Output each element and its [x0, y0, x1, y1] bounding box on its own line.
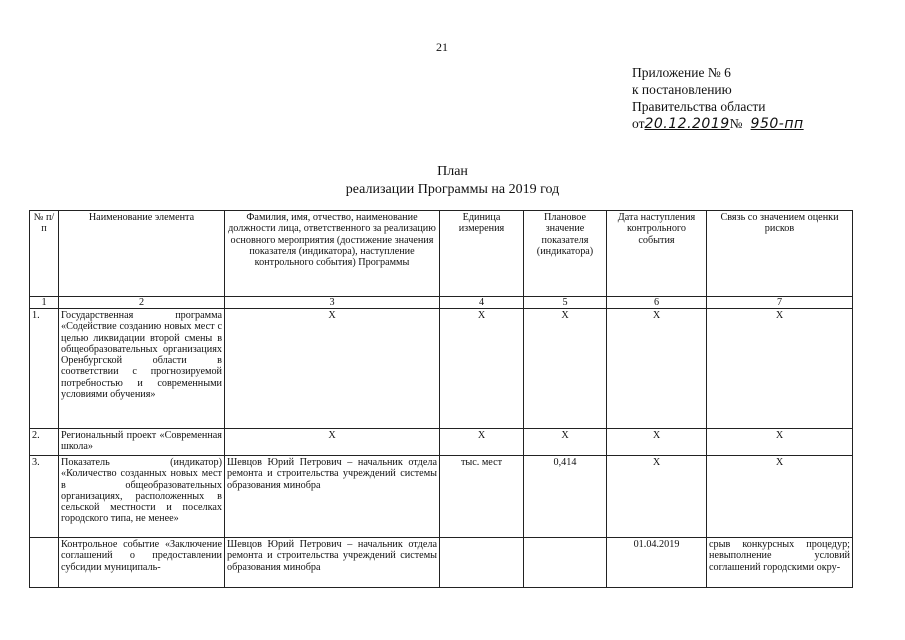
column-number: 2	[59, 297, 225, 309]
column-number: 7	[707, 297, 853, 309]
row-num: 2.	[30, 429, 59, 456]
header-responsible: Фамилия, имя, отчество, наименование должности лица, ответственного за реализацию основного мероприятия (достижение значения показателя (индикатора), наступление контрольного события) Программы	[225, 211, 440, 297]
row-unit: Х	[440, 309, 524, 429]
table-row	[30, 538, 853, 588]
header-num: № п/п	[30, 211, 59, 297]
row-responsible: Х	[225, 429, 440, 456]
header-event-date: Дата наступления контрольного события	[607, 211, 707, 297]
appendix-date-line	[632, 115, 810, 133]
row-risk: Х	[707, 456, 853, 538]
row-num: 3.	[30, 456, 59, 538]
row-num	[30, 538, 59, 588]
row-element-name: Контрольное событие «Заключение соглашений о предоставлении субсидии муниципаль-	[59, 538, 225, 588]
row-unit	[440, 538, 524, 588]
header-unit: Единица измерения	[440, 211, 524, 297]
row-risk: срыв конкурсных процедур; невыполнение условий соглашений городскими окру-	[707, 538, 853, 588]
handwritten-date: 20.12.2019	[644, 116, 730, 132]
row-event-date: Х	[607, 456, 707, 538]
appendix-line-3: Правительства области	[632, 99, 766, 114]
row-plan-value	[524, 538, 607, 588]
column-number: 1	[30, 297, 59, 309]
row-plan-value: Х	[524, 309, 607, 429]
column-number: 5	[524, 297, 607, 309]
page-number: 21	[436, 40, 448, 54]
row-risk: Х	[707, 429, 853, 456]
row-element-name: Показатель (индикатор) «Количество созданных новых мест в общеобразовательных организациях, расположенных в сельской местности и поселках городского типа, не менее»	[59, 456, 225, 538]
document-title	[0, 163, 905, 199]
row-plan-value: Х	[524, 429, 607, 456]
row-event-date: Х	[607, 429, 707, 456]
appendix-line-1: Приложение № 6	[632, 65, 731, 80]
header-element-name: Наименование элемента	[59, 211, 225, 297]
table-row	[30, 309, 853, 429]
row-event-date: 01.04.2019	[607, 538, 707, 588]
row-element-name: Региональный проект «Современная школа»	[59, 429, 225, 456]
appendix-header	[632, 64, 810, 133]
date-prefix: от	[632, 116, 645, 131]
column-number: 4	[440, 297, 524, 309]
table-row	[30, 429, 853, 456]
title-line-1: План	[437, 164, 468, 179]
row-responsible: Шевцов Юрий Петрович – начальник отдела ремонта и строительства учреждений системы образования минобра	[225, 538, 440, 588]
row-risk: Х	[707, 309, 853, 429]
plan-table	[29, 210, 853, 588]
header-plan-value: Плановое значение показателя (индикатора)	[524, 211, 607, 297]
header-risk: Связь со значением оценки рисков	[707, 211, 853, 297]
row-event-date: Х	[607, 309, 707, 429]
table-header-row	[30, 211, 853, 297]
row-unit: тыс. мест	[440, 456, 524, 538]
table-row	[30, 456, 853, 538]
handwritten-number: 950-пп	[750, 116, 804, 132]
appendix-line-2: к постановлению	[632, 82, 732, 97]
row-plan-value: 0,414	[524, 456, 607, 538]
row-unit: Х	[440, 429, 524, 456]
column-number-row	[30, 297, 853, 309]
number-prefix: №	[729, 116, 743, 131]
row-responsible: Х	[225, 309, 440, 429]
row-num: 1.	[30, 309, 59, 429]
title-line-2: реализации Программы на 2019 год	[345, 182, 560, 197]
column-number: 6	[607, 297, 707, 309]
column-number: 3	[225, 297, 440, 309]
row-element-name: Государственная программа «Содействие созданию новых мест с целью ликвидации второй смены в общеобразовательных организациях Оренбургской области в соответствии с прогнозируемой потребностью и современными условиями обучения»	[59, 309, 225, 429]
row-responsible: Шевцов Юрий Петрович – начальник отдела ремонта и строительства учреждений системы образования минобра	[225, 456, 440, 538]
